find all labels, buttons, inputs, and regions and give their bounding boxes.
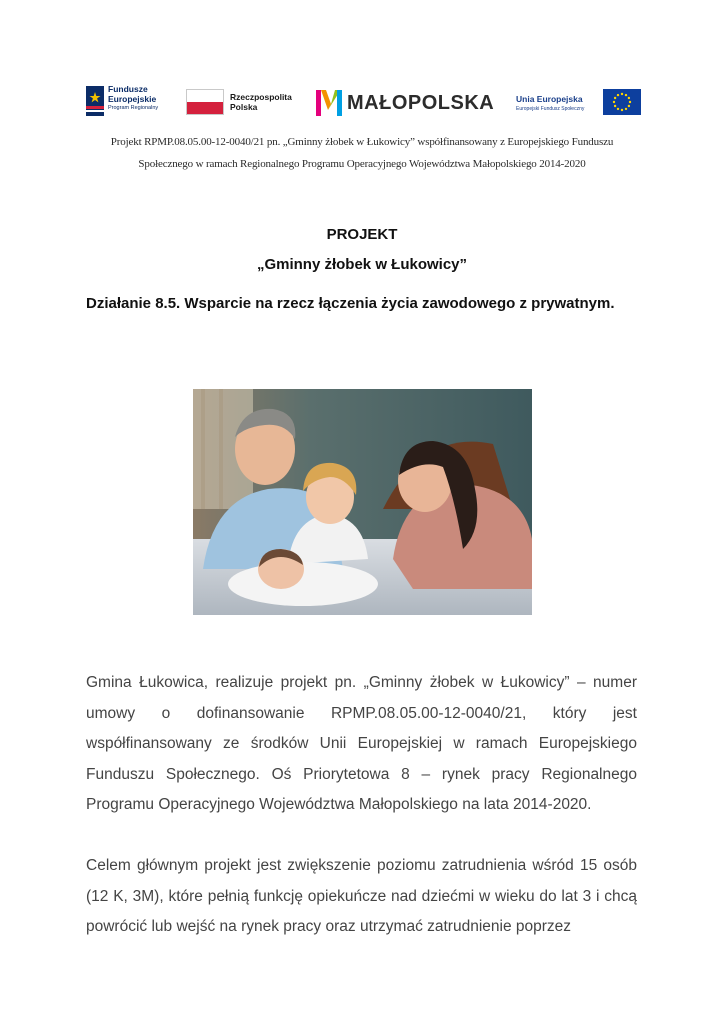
paragraph-1: Gmina Łukowica, realizuje projekt pn. „Gminny żłobek w Łukowicy” – numer umowy o dofinansowanie RPMP.08.05.00-12-0040/21, który jest współfinansowany ze środków Unii Europejskiej w ramach Europejskiego Funduszu Społecznego. Oś Priorytetowa 8 – rynek pracy Regionalnego Programu Operacyjnego Województwa Małopolskiego na lata 2014-2020. (86, 674, 637, 813)
project-label: PROJEKT (326, 226, 398, 243)
fe-line2: Europejskie (108, 93, 157, 104)
unia-europejska-logo (516, 84, 642, 120)
rzeczpospolita-logo (186, 84, 298, 120)
rp-line1: Rzeczpospolita (230, 92, 292, 102)
family-photo-illustration (193, 389, 532, 615)
polish-flag-icon (186, 89, 224, 115)
fundusze-europejskie-logo (86, 84, 178, 120)
eu-flag-icon (603, 89, 641, 115)
malopolska-logo (316, 84, 496, 120)
header-line-1: Projekt RPMP.08.05.00-12-0040/21 pn. „Gminny żłobek w Łukowicy” współfinansowany z Europejskiego Funduszu (110, 136, 614, 148)
rp-line2: Polska (230, 101, 258, 112)
malopolska-text: MAŁOPOLSKA (347, 92, 495, 114)
ue-subtitle: Europejski Fundusz Społeczny (516, 106, 585, 112)
paragraph-2: Celem głównym projekt jest zwiększenie poziomu zatrudnienia wśród 15 osób (12 K, 3M), które pełnią funkcję opiekuńcze nad dziećmi w wieku do lat 3 i chcą powrócić lub wejść na rynek pracy oraz utrzymać zatrudnienie poprzez (86, 857, 637, 935)
family-photo (193, 389, 532, 615)
project-name: „Gminny żłobek w Łukowicy” (256, 256, 468, 273)
ue-line1: Unia Europejska (516, 94, 583, 104)
malopolska-m-icon (316, 88, 342, 116)
flag-red-stripe (187, 102, 223, 114)
logo-bar (86, 84, 642, 120)
fe-line1: Fundusze (108, 84, 148, 94)
action-heading: Działanie 8.5. Wsparcie na rzecz łączenia życia zawodowego z prywatnym. (86, 295, 615, 312)
fe-subtitle: Program Regionalny (108, 105, 159, 111)
eu-funds-star-icon (86, 86, 104, 116)
flag-white-stripe (187, 90, 223, 102)
header-line-2: Społecznego w ramach Regionalnego Programu Operacyjnego Województwa Małopolskiego 2014-2020 (138, 158, 586, 170)
